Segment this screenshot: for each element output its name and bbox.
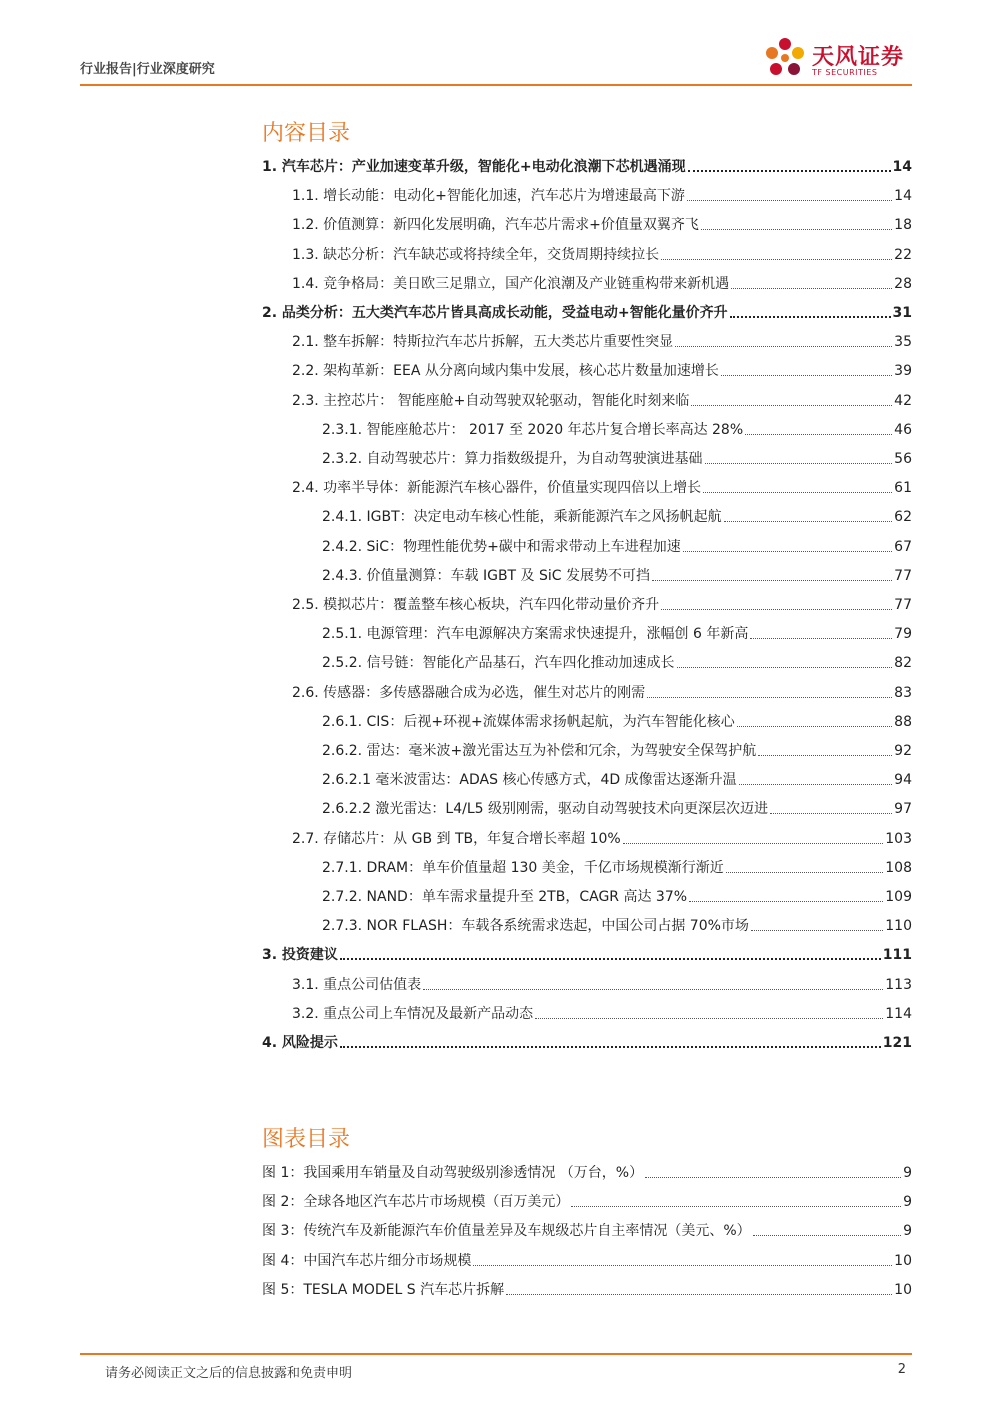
dot-leader [737, 726, 892, 727]
toc-entry-page: 97 [894, 801, 912, 818]
toc-entry[interactable] [262, 792, 912, 818]
dot-leader [661, 259, 892, 260]
figure-entry[interactable] [262, 1185, 912, 1211]
toc-entry-page: 67 [894, 538, 912, 555]
logo-name: 天风证券 [812, 45, 905, 70]
dot-leader [726, 872, 884, 873]
toc-entry-page: 35 [894, 334, 912, 351]
toc-entry[interactable] [262, 822, 912, 848]
dot-leader [535, 1018, 883, 1019]
toc-entry[interactable] [262, 179, 912, 205]
dot-leader [758, 755, 892, 756]
toc-entry-page: 82 [894, 655, 912, 672]
toc-entry-page: 39 [894, 363, 912, 380]
dot-leader [340, 958, 881, 960]
toc-entry-page: 77 [894, 597, 912, 613]
toc-entry[interactable] [262, 938, 912, 964]
toc-entry-page: 108 [885, 859, 912, 876]
toc-entry-label: 2.7.3. NOR FLASH：车载各系统需求迭起，中国公司占据 70%市场 [322, 918, 749, 935]
toc-entry[interactable] [262, 851, 912, 877]
figure-entry-page: 9 [903, 1165, 912, 1181]
toc-entry-label: 2. 品类分析：五大类汽车芯片皆具高成长动能，受益电动+智能化量价齐升 [262, 305, 728, 321]
footer-divider [80, 1353, 912, 1355]
toc-entry-page: 77 [894, 567, 912, 584]
figure-entry-page: 9 [903, 1194, 912, 1211]
dot-leader [687, 200, 892, 201]
toc-entry-page: 14 [892, 159, 912, 175]
figures-title: 图表目录 [262, 1127, 351, 1152]
figure-entry[interactable] [262, 1244, 912, 1270]
toc-entry[interactable] [262, 500, 912, 526]
toc-entry-page: 113 [885, 976, 912, 993]
dot-leader [683, 551, 892, 552]
logo-subtitle: TF SECURITIES [812, 68, 878, 77]
toc-entry-page: 88 [894, 713, 912, 730]
toc-entry[interactable] [262, 325, 912, 351]
toc-entry-label: 2.3.1. 智能座舱芯片： 2017 至 2020 年芯片复合增长率高达 28% [322, 421, 744, 438]
toc-entry[interactable] [262, 208, 912, 234]
toc-entry[interactable] [262, 617, 912, 643]
toc-entry[interactable] [262, 646, 912, 672]
dot-leader [661, 609, 892, 610]
toc-entry-label: 2.4.1. IGBT：决定电动车核心性能，乘新能源汽车之风扬帆起航 [322, 509, 722, 526]
toc-entry-label: 2.7.1. DRAM：单车价值量超 130 美金，千亿市场规模渐行渐近 [322, 859, 724, 876]
toc-entry-page: 46 [894, 421, 912, 438]
toc-entry-label: 1.4. 竞争格局：美日欧三足鼎立，国产化浪潮及产业链重构带来新机遇 [292, 275, 730, 292]
figure-entry[interactable] [262, 1156, 912, 1182]
toc-entry[interactable] [262, 1026, 912, 1052]
toc-entry-label: 2.7. 存储芯片：从 GB 到 TB，年复合增长率超 10% [292, 830, 621, 847]
toc-entry-page: 61 [894, 480, 912, 497]
toc-entry-page: 22 [894, 246, 912, 263]
dot-leader [647, 697, 892, 698]
dot-leader [739, 784, 893, 785]
toc-entry-label: 2.1. 整车拆解：特斯拉汽车芯片拆解，五大类芯片重要性突显 [292, 334, 674, 351]
dot-leader [721, 375, 892, 376]
figure-entry[interactable] [262, 1214, 912, 1240]
figure-entry-page: 10 [894, 1281, 912, 1298]
footer-disclaimer: 请务必阅读正文之后的信息披露和免责申明 [105, 1366, 353, 1381]
dot-leader [473, 1265, 892, 1266]
toc-entry[interactable] [262, 354, 912, 380]
toc-entry-label: 1.1. 增长动能：电动化+智能化加速，汽车芯片为增速最高下游 [292, 188, 685, 205]
toc-entry-page: 103 [885, 830, 912, 847]
toc-entry[interactable] [262, 559, 912, 585]
toc-entry[interactable] [262, 530, 912, 556]
toc-entry-label: 2.2. 架构革新：EEA 从分离向域内集中发展，核心芯片数量加速增长 [292, 363, 719, 380]
toc-entry-label: 2.4.2. SiC：物理性能优势+碳中和需求带动上车进程加速 [322, 538, 681, 555]
toc-entry-label: 2.6.2.2 激光雷达：L4/L5 级别刚需，驱动自动驾驶技术向更深层次迈进 [322, 801, 769, 818]
toc-entry-page: 42 [894, 392, 912, 409]
toc-entry-label: 1. 汽车芯片：产业加速变革升级，智能化+电动化浪潮下芯机遇涌现 [262, 159, 686, 175]
dot-leader [731, 288, 892, 289]
figure-entry-page: 9 [903, 1223, 912, 1240]
header-divider [80, 84, 912, 86]
toc-entry-label: 2.6.1. CIS：后视+环视+流媒体需求扬帆起航，为汽车智能化核心 [322, 713, 735, 730]
toc-entry[interactable] [262, 676, 912, 702]
toc-entry[interactable] [262, 588, 912, 614]
figure-entry-label: 图 3：传统汽车及新能源汽车价值量差异及车规级芯片自主率情况（美元、%） [262, 1223, 751, 1240]
toc-entry[interactable] [262, 909, 912, 935]
dot-leader [691, 405, 892, 406]
toc-entry[interactable] [262, 150, 912, 176]
toc-entry-label: 2.6.2. 雷达：毫米波+激光雷达互为补偿和冗余，为驾驶安全保驾护航 [322, 743, 757, 759]
toc-entry-page: 79 [894, 626, 912, 643]
toc-entry[interactable] [262, 997, 912, 1023]
toc-entry-label: 2.3. 主控芯片： 智能座舱+自动驾驶双轮驱动，智能化时刻来临 [292, 392, 690, 409]
dot-leader [623, 843, 884, 844]
company-logo [762, 36, 912, 82]
toc-entry-label: 2.5.2. 信号链：智能化产品基石，汽车四化推动加速成长 [322, 655, 675, 672]
toc-entry-label: 2.5. 模拟芯片：覆盖整车核心板块，汽车四化带动量价齐升 [292, 597, 660, 613]
figure-entry-label: 图 1：我国乘用车销量及自动驾驶级别渗透情况 （万台，%） [262, 1165, 644, 1181]
toc-entry[interactable] [262, 296, 912, 322]
figure-entry[interactable] [262, 1273, 912, 1299]
figure-entry-label: 图 2：全球各地区汽车芯片市场规模（百万美元） [262, 1194, 570, 1211]
toc-entry-page: 121 [882, 1035, 912, 1051]
toc-entry[interactable] [262, 734, 912, 760]
dot-leader [703, 492, 892, 493]
figure-entry-label: 图 5：TESLA MODEL S 汽车芯片拆解 [262, 1281, 505, 1298]
toc-entry[interactable] [262, 267, 912, 293]
toc-entry-page: 111 [882, 947, 912, 964]
toc-entry[interactable] [262, 880, 912, 906]
toc-entry-label: 2.4.3. 价值量测算：车载 IGBT 及 SiC 发展势不可挡 [322, 567, 651, 584]
toc-title: 内容目录 [262, 121, 351, 146]
page-number: 2 [897, 1362, 906, 1377]
report-category: 行业报告|行业深度研究 [80, 62, 215, 77]
dot-leader [571, 1206, 901, 1207]
dot-leader [730, 316, 891, 318]
toc-entry-label: 1.2. 价值测算：新四化发展明确，汽车芯片需求+价值量双翼齐飞 [292, 217, 699, 234]
dot-leader [652, 580, 892, 581]
toc-entry-label: 3.1. 重点公司估值表 [292, 976, 422, 993]
toc-entry-page: 110 [885, 918, 912, 935]
toc-entry[interactable] [262, 384, 912, 410]
dot-leader [705, 463, 893, 464]
dot-leader [724, 521, 893, 522]
dot-leader [689, 901, 883, 902]
dot-leader [751, 930, 883, 931]
toc-entry-page: 114 [885, 1005, 912, 1022]
toc-entry-page: 109 [885, 889, 912, 905]
toc-entry-label: 1.3. 缺芯分析：汽车缺芯或将持续全年，交货周期持续拉长 [292, 246, 660, 263]
toc-entry-page: 83 [894, 684, 912, 701]
dot-leader [753, 1235, 901, 1236]
logo-flower-icon [762, 36, 808, 82]
toc-entry-label: 2.4. 功率半导体：新能源汽车核心器件，价值量实现四倍以上增长 [292, 480, 702, 497]
figure-entry-label: 图 4：中国汽车芯片细分市场规模 [262, 1252, 472, 1269]
toc-entry[interactable] [262, 238, 912, 264]
toc-entry[interactable] [262, 763, 912, 789]
dot-leader [701, 229, 892, 230]
dot-leader [750, 638, 892, 639]
dot-leader [423, 989, 883, 990]
toc-entry-label: 2.6.2.1 毫米波雷达：ADAS 核心传感方式，4D 成像雷达逐渐升温 [322, 772, 737, 789]
dot-leader [688, 170, 891, 172]
toc-entry-label: 2.7.2. NAND：单车需求量提升至 2TB，CAGR 高达 37% [322, 889, 688, 905]
dot-leader [506, 1294, 892, 1295]
dot-leader [675, 346, 892, 347]
toc-entry[interactable] [262, 413, 912, 439]
dot-leader [677, 667, 893, 668]
toc-entry[interactable] [262, 705, 912, 731]
toc-entry-label: 4. 风险提示 [262, 1035, 338, 1051]
toc-entry-label: 2.6. 传感器：多传感器融合成为必选，催生对芯片的刚需 [292, 684, 646, 701]
figure-entry-page: 10 [894, 1252, 912, 1269]
page-header [80, 0, 912, 88]
dot-leader [340, 1046, 881, 1048]
toc-entry-label: 2.3.2. 自动驾驶芯片：算力指数级提升，为自动驾驶演进基础 [322, 451, 703, 467]
dot-leader [645, 1177, 901, 1178]
toc-entry[interactable] [262, 442, 912, 468]
toc-entry-page: 92 [894, 743, 912, 759]
toc-entry-label: 2.5.1. 电源管理：汽车电源解决方案需求快速提升，涨幅创 6 年新高 [322, 626, 749, 643]
toc-entry-page: 62 [894, 509, 912, 526]
toc-entry-page: 56 [894, 451, 912, 467]
dot-leader [745, 434, 892, 435]
toc-entry-page: 14 [894, 188, 912, 205]
toc-entry[interactable] [262, 471, 912, 497]
toc-entry-page: 94 [894, 772, 912, 789]
toc-entry-label: 3. 投资建议 [262, 947, 338, 964]
toc-entry-label: 3.2. 重点公司上车情况及最新产品动态 [292, 1005, 534, 1022]
toc-entry-page: 28 [894, 275, 912, 292]
toc-entry[interactable] [262, 968, 912, 994]
toc-entry-page: 18 [894, 217, 912, 234]
toc-entry-page: 31 [892, 305, 912, 321]
dot-leader [770, 813, 892, 814]
